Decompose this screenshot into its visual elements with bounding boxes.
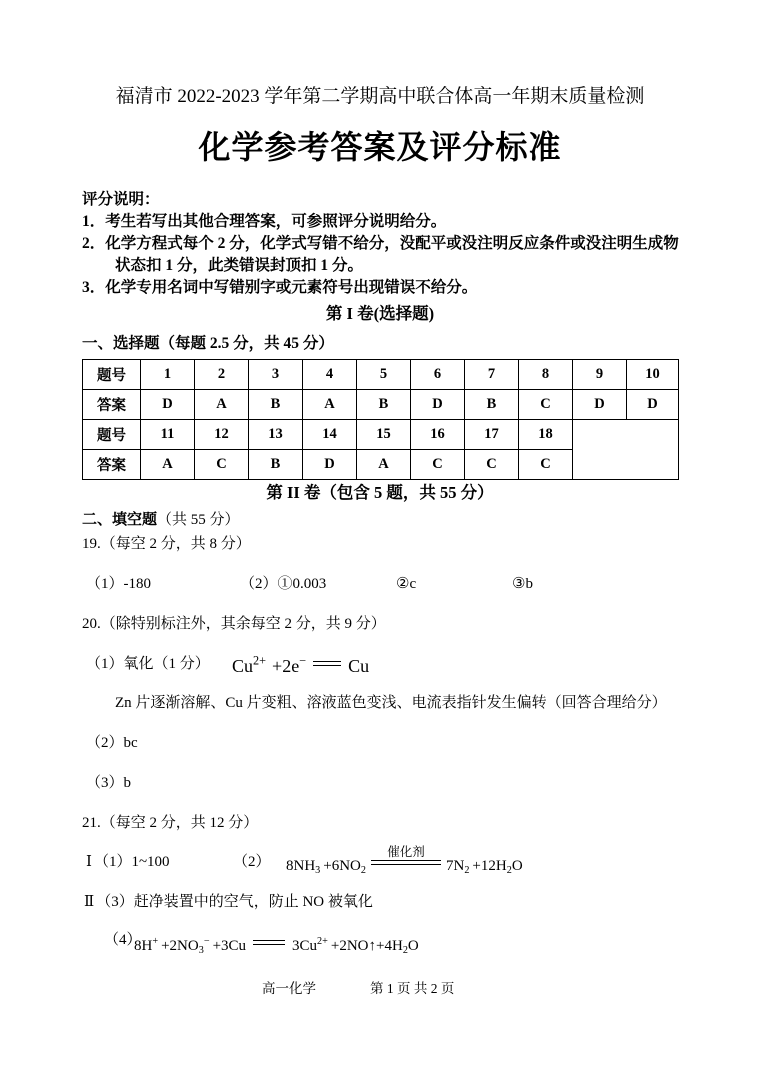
q19-answer-2b: ②c [396,576,417,592]
subscript: 3 [315,864,321,876]
q21-answer-4-label: （4） [104,932,142,948]
answer-cell: A [303,390,357,420]
q19-answer-2c: ③b [512,576,533,592]
section-2-title [82,511,240,529]
section-1-title: 一、选择题（每题 2.5 分，共 45 分） [82,335,334,352]
q21-answer-2-label: （2） [233,854,271,870]
question-number: 3 [249,360,303,390]
answer-cell: D [573,390,627,420]
table-row-numbers [83,360,679,390]
row-label-number: 题号 [83,360,141,390]
question-number: 17 [465,420,519,450]
scoring-note-3: 3．化学专用名词中写错别字或元素符号出现错误不给分。 [82,279,478,296]
answer-cell: C [519,390,573,420]
answer-cell: D [411,390,465,420]
answer-cell: A [195,390,249,420]
question-number: 13 [249,420,303,450]
subscript: 2 [464,864,470,876]
part-I-marker: Ⅰ [86,854,92,870]
species: 8H [134,938,153,954]
table-row-numbers [83,420,679,450]
answer-cell: B [249,450,303,480]
species: +2e [272,656,300,676]
question-number: 14 [303,420,357,450]
q19-header: 19.（每空 2 分，共 8 分） [82,536,251,552]
q21-answer-3: （3）赶净装置中的空气，防止 NO 被氧化 [96,894,373,910]
subscript: 2 [360,864,366,876]
question-number: 8 [519,360,573,390]
question-number: 2 [195,360,249,390]
row-label-number: 题号 [83,420,141,450]
scoring-note-2-continuation: 状态扣 1 分，此类错误封顶扣 1 分。 [115,257,364,274]
scoring-note-1: 1．考生若写出其他合理答案，可参照评分说明给分。 [82,213,447,230]
footer-subject: 高一化学 [262,981,316,996]
subscript: 2 [402,944,408,956]
row-label-answer: 答案 [83,390,141,420]
exam-title: 福清市 2022-2023 学年第二学期高中联合体高一年期末质量检测 [115,86,645,107]
question-number: 10 [627,360,679,390]
species: +3Cu [212,938,247,954]
species: 8NH [286,858,316,874]
answer-cell: B [249,390,303,420]
answer-cell: B [465,390,519,420]
question-number: 16 [411,420,465,450]
question-number: 18 [519,420,573,450]
scoring-note-2: 2．化学方程式每个 2 分，化学式写错不给分，没配平或没注明反应条件或没注明生成物 [82,235,679,252]
part-1-heading: 第 I 卷(选择题) [325,304,435,323]
answer-cell: C [195,450,249,480]
scoring-notes-heading: 评分说明： [82,191,160,208]
q21-part-2-line [84,893,373,911]
document-title: 化学参考答案及评分标准 [198,128,562,166]
empty-cell [573,420,679,480]
charge: 2+ [317,935,328,947]
q20-answer-1-label: （1）氧化（1 分） [86,656,210,672]
species: 7N [445,858,465,874]
section-2-label: 二、填空题 [82,512,158,528]
subscript: 2 [506,864,512,876]
answer-cell: B [357,390,411,420]
question-number: 6 [411,360,465,390]
species: Cu [232,656,254,676]
q19-answer-1: （1）-180 [86,576,151,592]
part-2-heading: 第 II 卷（包含 5 题，共 55 分） [266,483,494,502]
row-label-answer: 答案 [83,450,141,480]
equals-sign [313,661,341,666]
species: +2NO↑+4H [330,938,403,954]
question-number: 12 [195,420,249,450]
question-number: 7 [465,360,519,390]
answer-table [82,359,679,480]
table-row-answers [83,390,679,420]
q19-answer-2: （2）①0.003 [240,576,327,592]
species: +12H [472,858,507,874]
q21-answer-1: （1）1~100 [93,854,170,870]
q20-phenomena: Zn 片逐渐溶解、Cu 片变粗、溶液蓝色变浅、电流表指针发生偏转（回答合理给分） [115,695,667,711]
catalyst-equals-sign [371,844,441,865]
question-number: 1 [141,360,195,390]
q21-equation-2 [286,844,523,876]
species: Cu [348,656,370,676]
subscript: 3 [198,944,204,956]
question-number: 4 [303,360,357,390]
q21-header: 21.（每空 2 分，共 12 分） [82,815,259,831]
answer-cell: D [141,390,195,420]
species: +2NO [161,938,199,954]
answer-cell: A [357,450,411,480]
species: O [407,938,419,954]
q21-equation-4 [134,937,419,955]
q20-answer-3: （3）b [86,775,132,791]
charge: 2+ [253,653,267,668]
question-number: 11 [141,420,195,450]
q20-equation [232,653,370,678]
q21-part-1-line [86,853,170,871]
part-II-marker: Ⅱ [84,894,95,910]
species: O [511,858,523,874]
question-number: 15 [357,420,411,450]
species: +6NO [323,858,361,874]
charge: − [203,935,210,947]
q20-header: 20.（除特别标注外，其余每空 2 分，共 9 分） [82,616,386,632]
answer-cell: D [627,390,679,420]
equals-sign [253,940,285,945]
footer-page-number: 第 1 页 共 2 页 [370,981,455,996]
section-2-score: （共 55 分） [157,512,240,528]
answer-cell: C [411,450,465,480]
species: 3Cu [292,938,318,954]
answer-cell: C [519,450,573,480]
charge: − [299,653,307,668]
charge: + [152,935,159,947]
catalyst-label: 催化剂 [387,844,425,859]
question-number: 9 [573,360,627,390]
answer-cell: C [465,450,519,480]
question-number: 5 [357,360,411,390]
answer-cell: D [303,450,357,480]
answer-cell: A [141,450,195,480]
q20-answer-2: （2）bc [86,735,138,751]
